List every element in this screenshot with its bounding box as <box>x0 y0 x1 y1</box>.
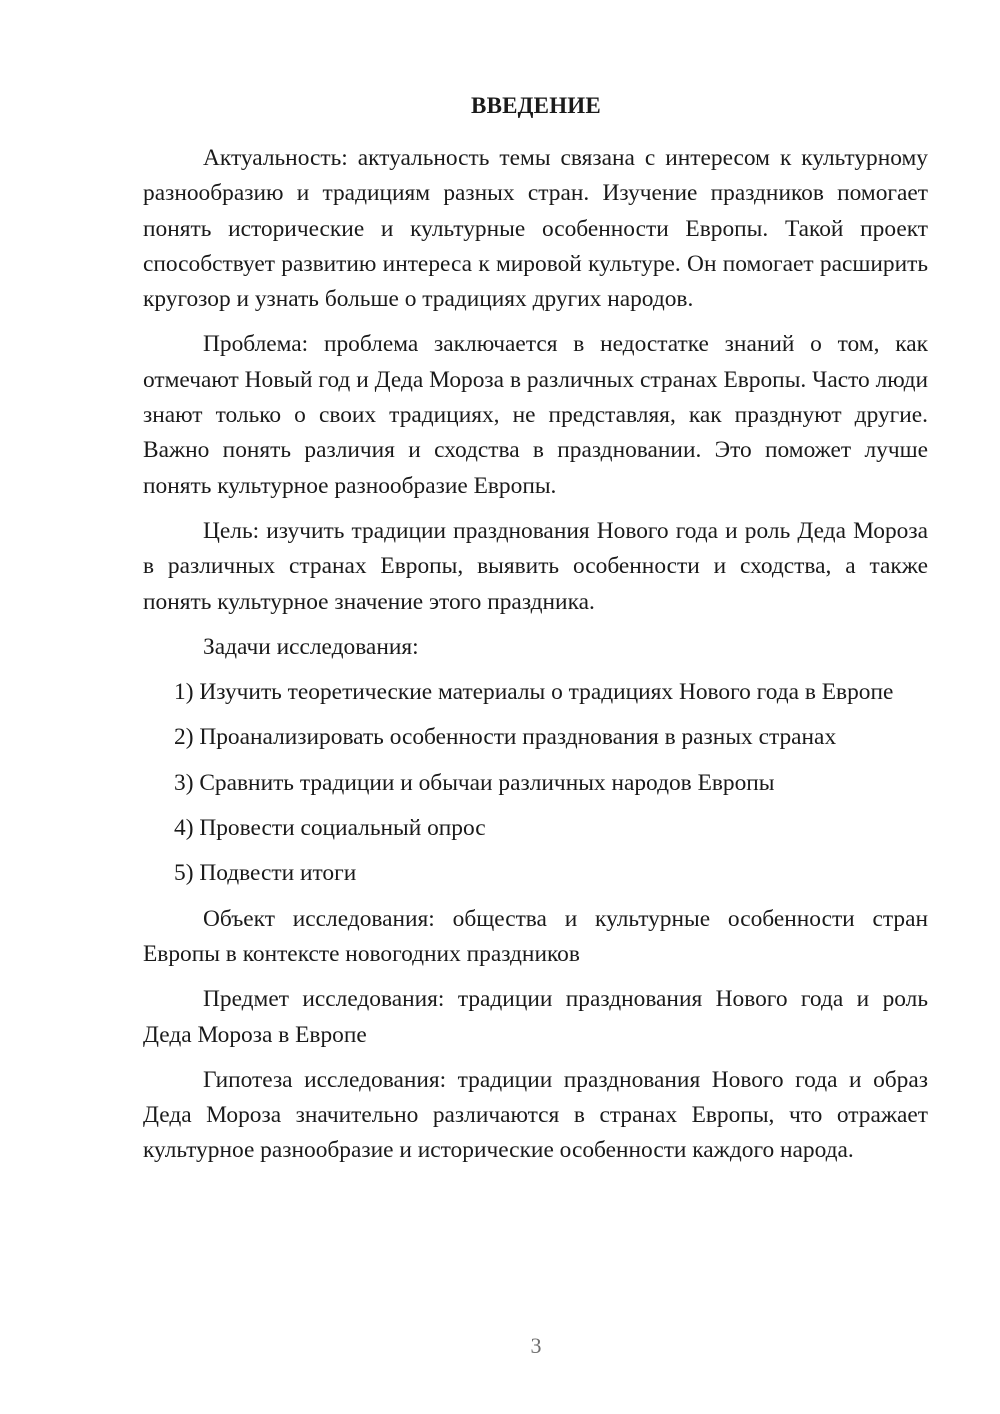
object-paragraph: Объект исследования: общества и культурные особенности стран Европы в контексте новогодних праздников <box>143 905 928 967</box>
relevance-paragraph: Актуальность: актуальность темы связана с интересом к культурному разнообразию и традициям разных стран. Изучение праздников помогает понять исторические и культурные особенности Европы. Такой проект способствует развитию интереса к мировой культуре. Он помогает расширить кругозор и узнать больше о традициях других народов. <box>143 145 928 313</box>
hypothesis-paragraph: Гипотеза исследования: традиции празднования Нового года и образ Деда Мороза значительно различаются в странах Европы, что отражает культурное разнообразие и исторические особенности каждого народа. <box>143 1066 928 1164</box>
tasks-heading: Задачи исследования: <box>203 633 419 660</box>
page-number: 3 <box>530 1333 542 1358</box>
document-body <box>143 141 928 1179</box>
task-item: 1) Изучить теоретические материалы о традициях Нового года в Европе <box>174 679 894 706</box>
subject-paragraph: Предмет исследования: традиции празднования Нового года и роль Деда Мороза в Европе <box>143 986 928 1048</box>
page-title: ВВЕДЕНИЕ <box>471 93 601 118</box>
task-item: 2) Проанализировать особенности празднования в разных странах <box>174 724 837 751</box>
task-item: 5) Подвести итоги <box>174 860 357 887</box>
task-item: 4) Провести социальный опрос <box>174 815 486 842</box>
task-item: 3) Сравнить традиции и обычаи различных народов Европы <box>174 769 775 796</box>
tasks-list <box>143 675 928 891</box>
problem-paragraph: Проблема: проблема заключается в недостатке знаний о том, как отмечают Новый год и Деда Мороза в различных странах Европы. Часто люди знают только о своих традициях, не представляя, как празднуют другие. Важно понять различия и сходства в праздновании. Это поможет лучше понять культурное разнообразие Европы. <box>143 331 928 499</box>
goal-paragraph: Цель: изучить традиции празднования Нового года и роль Деда Мороза в различных странах Европы, выявить особенности и сходства, а также понять культурное значение этого праздника. <box>143 517 928 615</box>
